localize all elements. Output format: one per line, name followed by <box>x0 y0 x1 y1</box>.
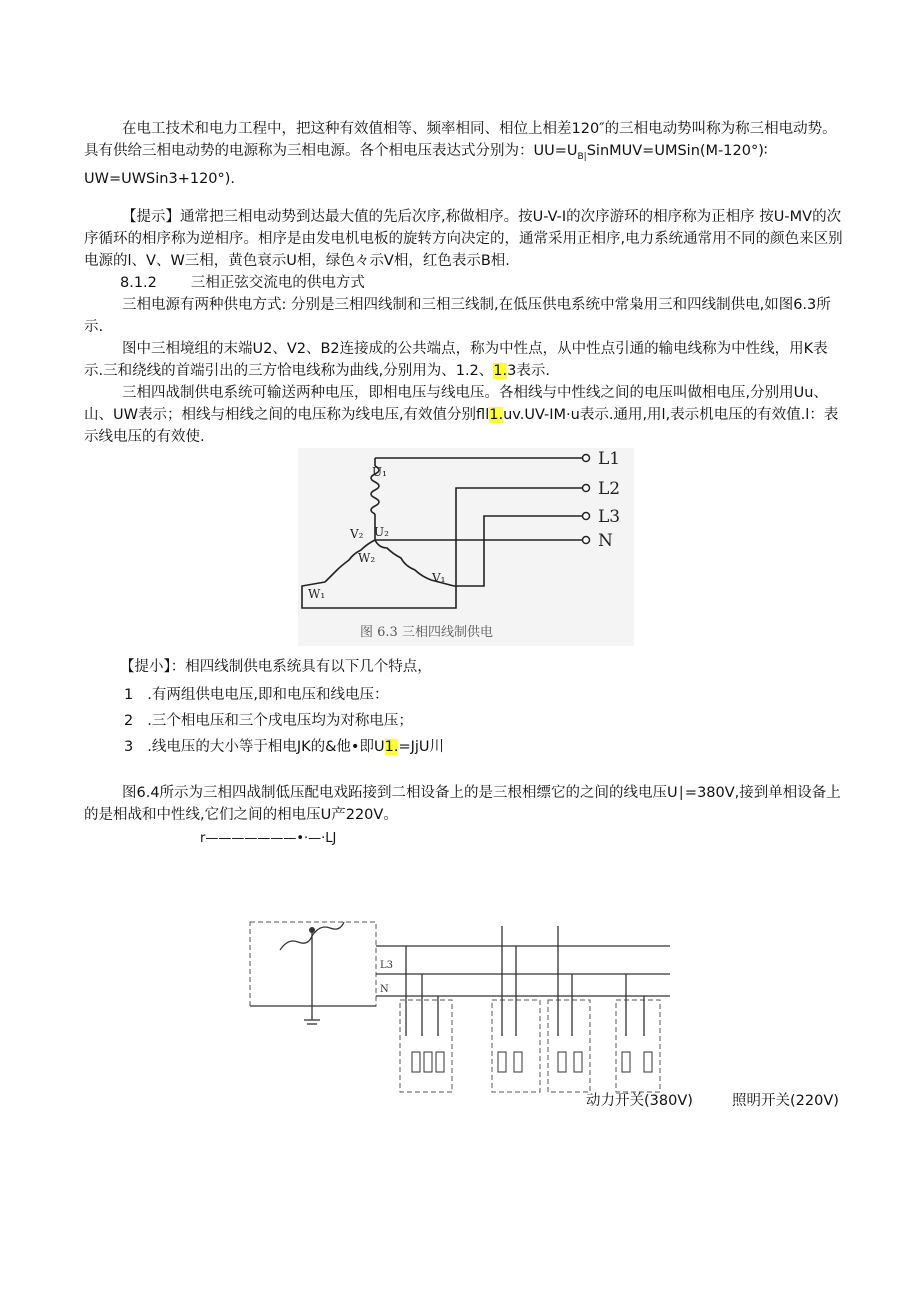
paragraph-figure-6-4: 图6.4所示为三相四战制低压配电戏跖接到二相设备上的是三根相缥它的之间的线电压U∣=380V,接到单相设备上的是相战和中性线,它们之间的相电压U产220V。 <box>84 785 841 823</box>
fuse <box>498 1052 506 1072</box>
label-v2: V₂ <box>350 527 364 541</box>
label-u1: U₁ <box>372 465 387 479</box>
paragraph-intro: 在电工技术和电力工程中，把这种有效值相等、频率相同、相位上相差120″的三相电动势叫称为称三相电动势。具有供给三相电动势的电源称为三相电源。各个相电压表达式分别为：$UU=U_{B|}SinMUV=UMSin(M-120^\circ)∶$ UW=UWSin3+120°). <box>84 121 837 187</box>
figure-6-3-diagram <box>298 448 634 646</box>
label-power-switch: 动力开关(380V) <box>586 1093 693 1109</box>
figure-6-3-caption: 图 6.3 三相四线制供电 <box>360 625 493 640</box>
highlight-mark: 1. <box>489 407 504 423</box>
stray-mark: r———————•·—·LJ <box>200 831 337 846</box>
label-n: N <box>380 984 389 995</box>
terminal-l3 <box>583 513 590 520</box>
fuse <box>424 1052 432 1072</box>
section-title: 三相正弦交流电的供电方式 <box>190 275 365 291</box>
label-light-switch: 照明开关(220V) <box>732 1093 839 1109</box>
label-l1: L1 <box>598 449 621 469</box>
fuse <box>514 1052 522 1072</box>
fuse <box>574 1052 582 1072</box>
figure-6-4-diagram <box>246 916 676 1116</box>
tip-phase-sequence: 【提示】通常把三相电动势到达最大值的先后次序,称做相序。按U-V-I的次序游环的相序称为正相序 按U-MV的次序循环的相序称为逆相序。相序是由发电机电板的旋转方向决定的，通常采用正相序,电力系统通常用不同的颜色来区别电源的l、V、W三相，黄色衰示U相，绿色々示V相，红色表示B相. <box>84 209 843 269</box>
fuse <box>412 1052 420 1072</box>
label-w1: W₁ <box>308 587 326 601</box>
fuse <box>644 1052 652 1072</box>
label-l3: L3 <box>598 507 621 527</box>
section-number: 8.1.2 <box>120 275 157 291</box>
fuse <box>558 1052 566 1072</box>
label-u2: U₂ <box>374 525 389 539</box>
terminal-n <box>583 537 590 544</box>
fuse <box>622 1052 630 1072</box>
paragraph-voltages: 三相四战制供电系统可输送两种电压，即相电压与线电压。各相线与中性线之间的电压叫做相电压,分别用Uu、山、UW表示；相线与相线之间的电压称为线电压,有效值分别fll1.uv.UV-IM·u表示.通用,用l,表示机电压的有效值.l：表示线电压的有效使. <box>84 385 839 445</box>
label-w2: W₂ <box>358 551 376 565</box>
label-n: N <box>598 531 613 551</box>
paragraph-neutral: 图中三相境组的末端U2、V2、B2连接成的公共端点，称为中性点，从中性点引通的输电线称为中性线，用K表示.三和绕线的首端引出的三方恰电线称为曲线,分别用为、1.2、1.3表示. <box>84 341 828 379</box>
list-item: 1 .有两组供电电压,即和电压和线电压： <box>124 687 389 703</box>
label-l3: L3 <box>380 960 394 971</box>
list-item: 2 .三个相电压和三个戌电压均为对称电压； <box>124 713 413 729</box>
label-l2: L2 <box>598 479 621 499</box>
highlight-mark: 1. <box>384 739 399 755</box>
list-item: 3 .线电压的大小等于相电JK的&他•即U1.=JjU川 <box>124 739 445 755</box>
tip-features: 【提小】：相四线制供电系统具有以下几个特点， <box>120 659 432 675</box>
terminal-l1 <box>583 455 590 462</box>
fuse <box>436 1052 444 1072</box>
label-v1: V₁ <box>432 571 446 585</box>
terminal-l2 <box>583 485 590 492</box>
highlight-mark: 1. <box>493 363 508 379</box>
section-heading <box>120 272 365 294</box>
neutral-point <box>309 927 315 933</box>
paragraph-supply-modes: 三相电源有两种供电方式: 分别是三相四线制和三相三线制,在低压供电系统中常枭用三和四线制供电,如图6.3所示. <box>84 297 831 335</box>
